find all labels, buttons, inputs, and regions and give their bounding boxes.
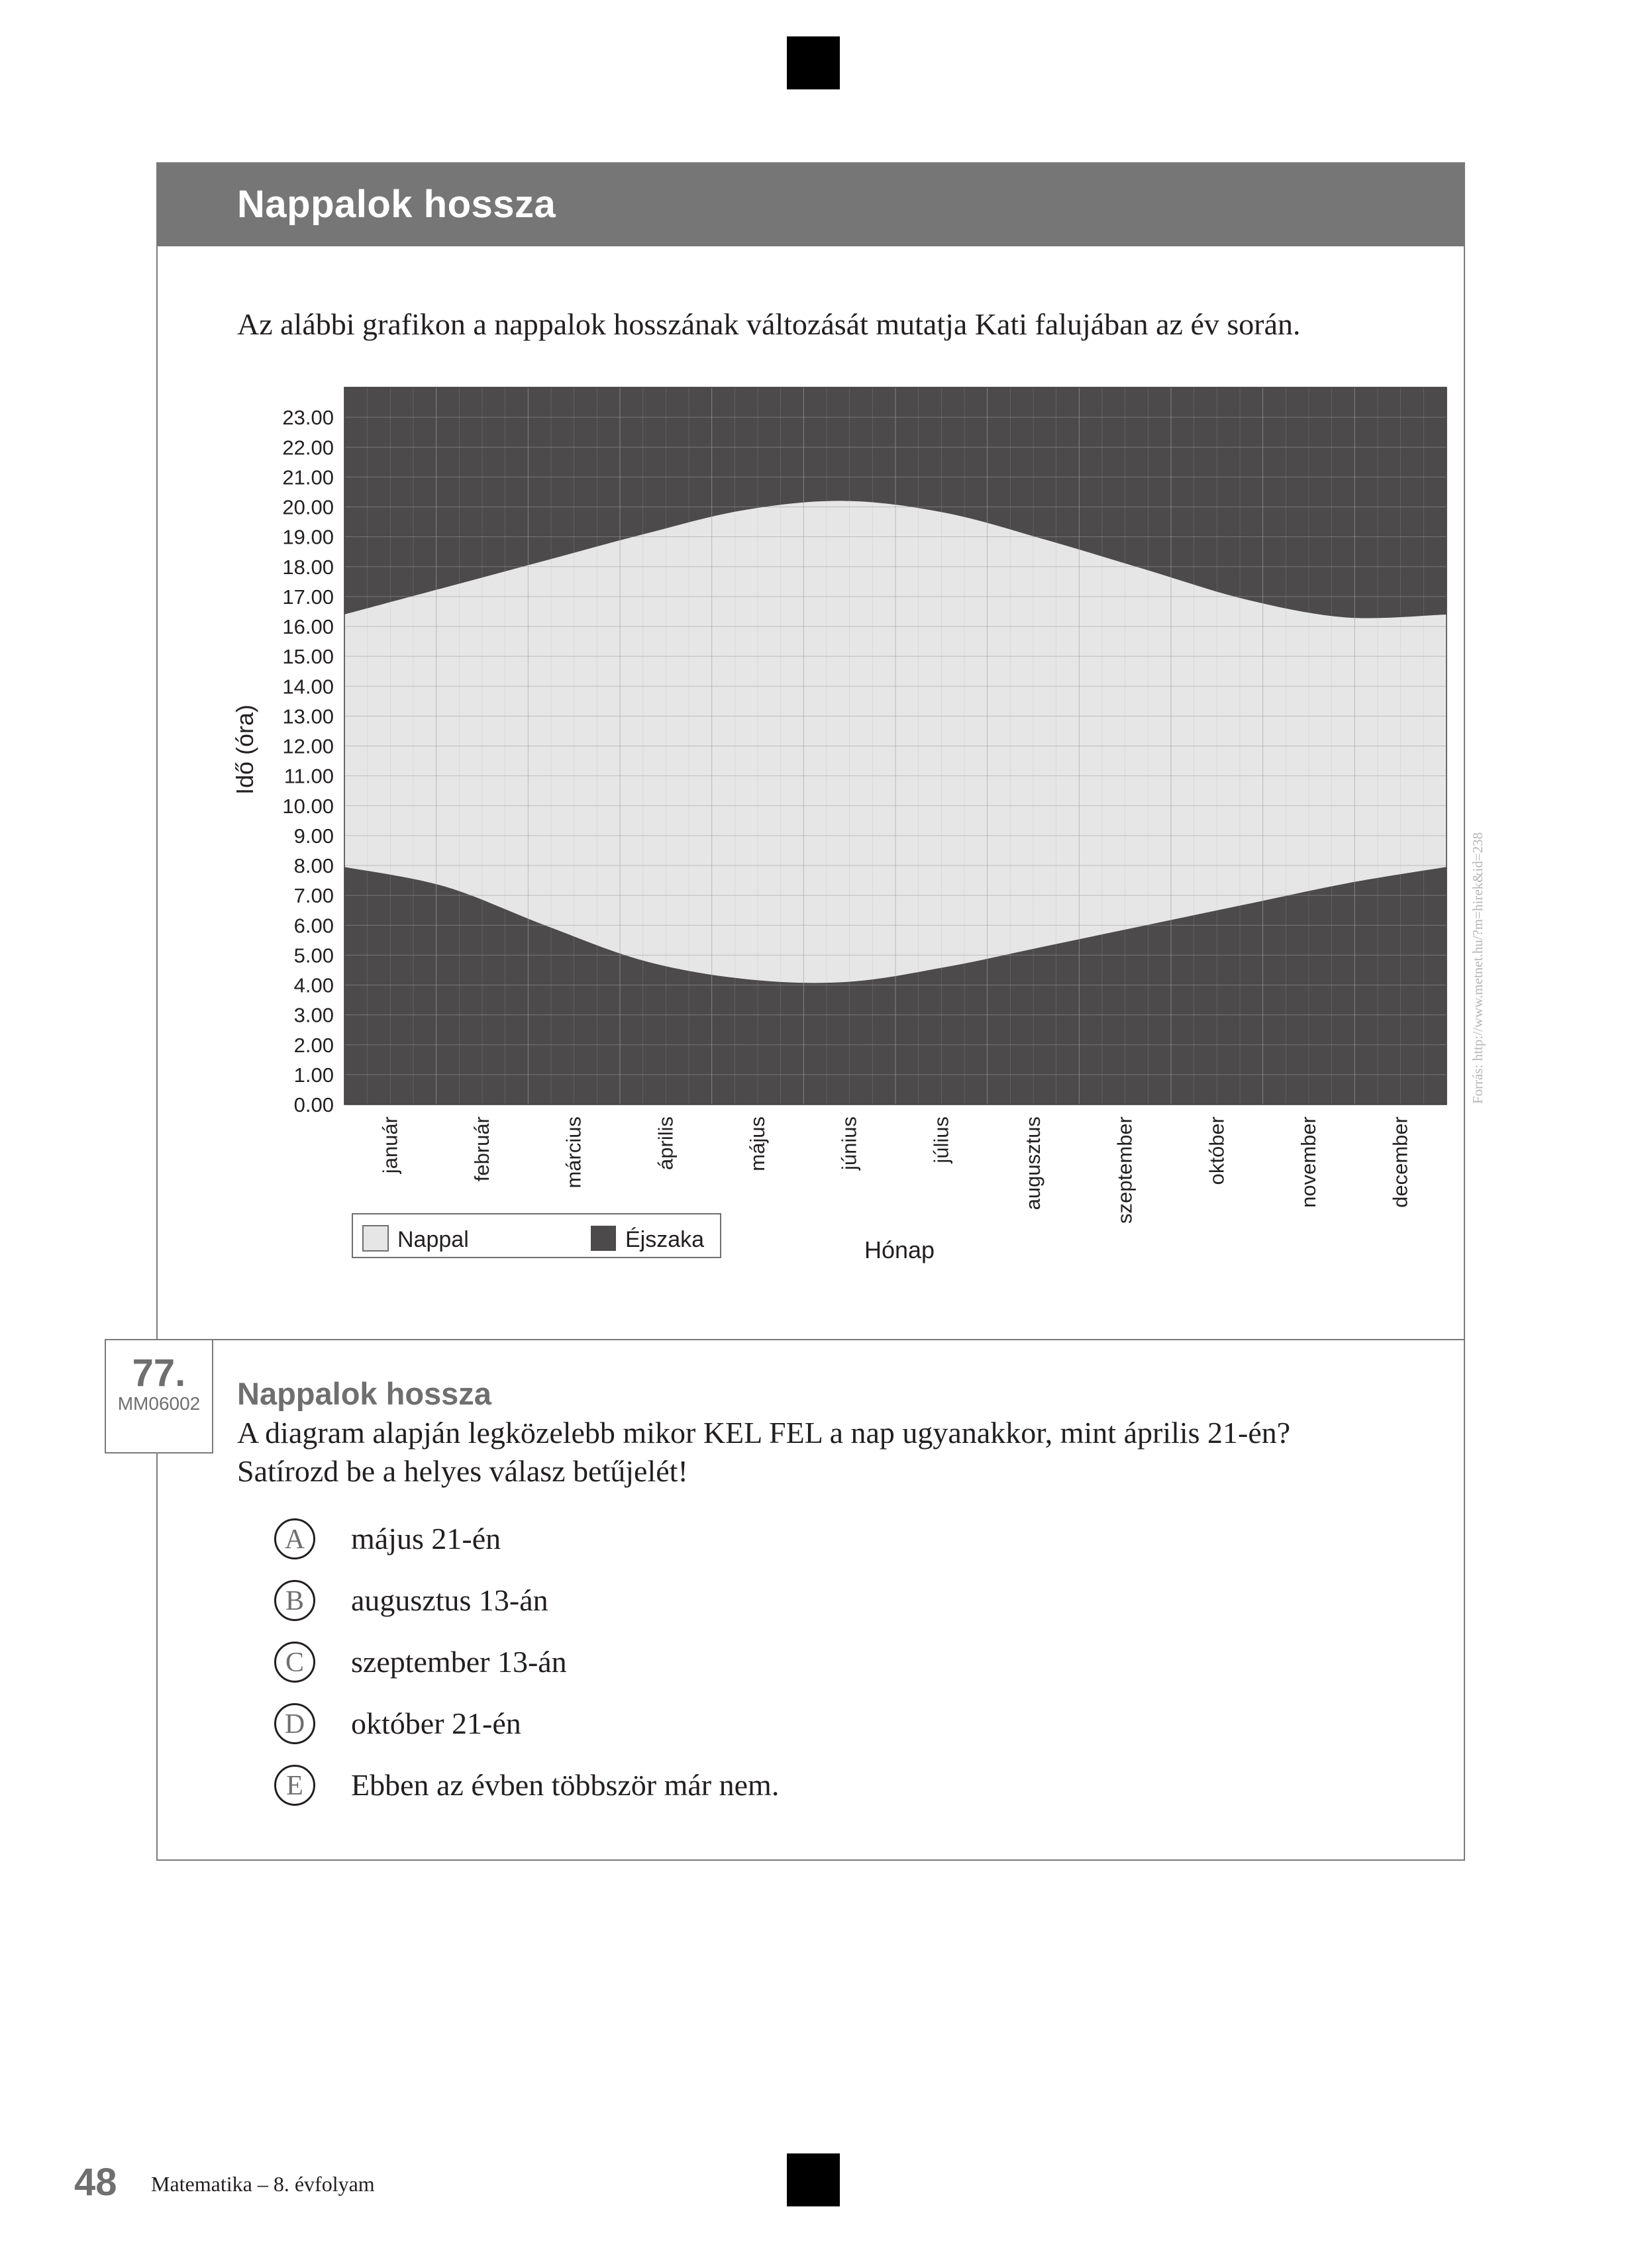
x-tick-label: szeptember <box>1113 1116 1137 1224</box>
question-code: MM06002 <box>117 1393 201 1414</box>
y-tick-label: 15.00 <box>282 645 334 669</box>
y-tick-label: 23.00 <box>282 406 334 430</box>
bottom-datamatrix-code <box>787 2153 840 2206</box>
y-tick-label: 7.00 <box>293 884 334 908</box>
question-text-line2: Satírozd be a helyes válasz betűjelét! <box>237 1454 688 1488</box>
y-tick-label: 0.00 <box>293 1093 334 1116</box>
chart-source: Forrás: http://www.metnet.hu/?m=hirek&id=238 <box>1470 832 1486 1104</box>
option-e-bubble[interactable]: E <box>274 1765 315 1806</box>
question-title: Nappalok hossza <box>237 1376 491 1411</box>
option-c-bubble[interactable]: C <box>274 1642 315 1683</box>
x-tick-label: augusztus <box>1021 1116 1044 1210</box>
y-tick-label: 19.00 <box>282 525 334 549</box>
y-tick-label: 17.00 <box>282 585 334 609</box>
x-tick-label: február <box>470 1116 493 1182</box>
page-number: 48 <box>74 2161 117 2204</box>
option-a-bubble[interactable]: A <box>274 1518 315 1559</box>
x-tick-label: július <box>929 1116 953 1163</box>
y-axis-label: Idő (óra) <box>231 704 258 795</box>
x-tick-label: január <box>378 1116 402 1174</box>
intro-text: Az alábbi grafikon a nappalok hosszának változását mutatja Kati falujában az év során. <box>237 307 1301 341</box>
y-tick-label: 3.00 <box>293 1003 334 1027</box>
y-tick-label: 14.00 <box>282 675 334 699</box>
option-c-text: szeptember 13-án <box>351 1645 567 1679</box>
y-tick-label: 8.00 <box>293 854 334 877</box>
question-text-line1: A diagram alapján legközelebb mikor KEL FEL a nap ugyanakkor, mint április 21-én? <box>237 1416 1291 1450</box>
y-tick-label: 21.00 <box>282 466 334 489</box>
option-b-text: augusztus 13-án <box>351 1583 548 1617</box>
footer-subject: Matematika – 8. évfolyam <box>151 2172 375 2196</box>
x-tick-label: április <box>654 1116 678 1170</box>
legend-swatch-ejszaka <box>591 1226 616 1251</box>
option-d-bubble[interactable]: D <box>274 1703 315 1744</box>
y-tick-label: 9.00 <box>293 824 334 848</box>
y-tick-label: 20.00 <box>282 495 334 519</box>
x-tick-label: november <box>1297 1116 1320 1208</box>
y-tick-label: 22.00 <box>282 436 334 460</box>
y-tick-label: 5.00 <box>293 944 334 967</box>
option-b-bubble[interactable]: B <box>274 1580 315 1621</box>
x-tick-label: június <box>837 1116 861 1170</box>
legend-label-nappal: Nappal <box>397 1227 469 1252</box>
question-number: 77. <box>132 1352 186 1395</box>
y-tick-label: 16.00 <box>282 615 334 638</box>
legend-swatch-nappal <box>363 1226 388 1251</box>
x-tick-label: március <box>562 1116 585 1189</box>
y-tick-label: 12.00 <box>282 734 334 758</box>
chart-legend <box>352 1214 721 1257</box>
x-tick-label: május <box>746 1116 769 1171</box>
y-tick-label: 1.00 <box>293 1063 334 1087</box>
page-title: Nappalok hossza <box>237 183 556 226</box>
top-datamatrix-code <box>787 36 840 89</box>
y-tick-label: 10.00 <box>282 794 334 818</box>
y-tick-label: 4.00 <box>293 973 334 997</box>
x-tick-label: december <box>1388 1116 1412 1208</box>
option-d-text: október 21-én <box>351 1706 521 1740</box>
option-e-text: Ebben az évben többször már nem. <box>351 1768 780 1802</box>
y-tick-label: 6.00 <box>293 914 334 938</box>
section-divider <box>158 1339 1464 1340</box>
x-tick-label: október <box>1205 1116 1229 1185</box>
y-tick-label: 18.00 <box>282 555 334 579</box>
y-tick-label: 13.00 <box>282 705 334 728</box>
legend-label-ejszaka: Éjszaka <box>625 1227 705 1252</box>
question-number-box <box>105 1339 213 1454</box>
task-frame <box>156 162 1486 1861</box>
y-tick-label: 2.00 <box>293 1033 334 1057</box>
daylight-chart <box>158 164 1486 1336</box>
option-a-text: május 21-én <box>351 1522 501 1555</box>
x-axis-label: Hónap <box>864 1236 935 1263</box>
y-tick-label: 11.00 <box>283 764 334 788</box>
